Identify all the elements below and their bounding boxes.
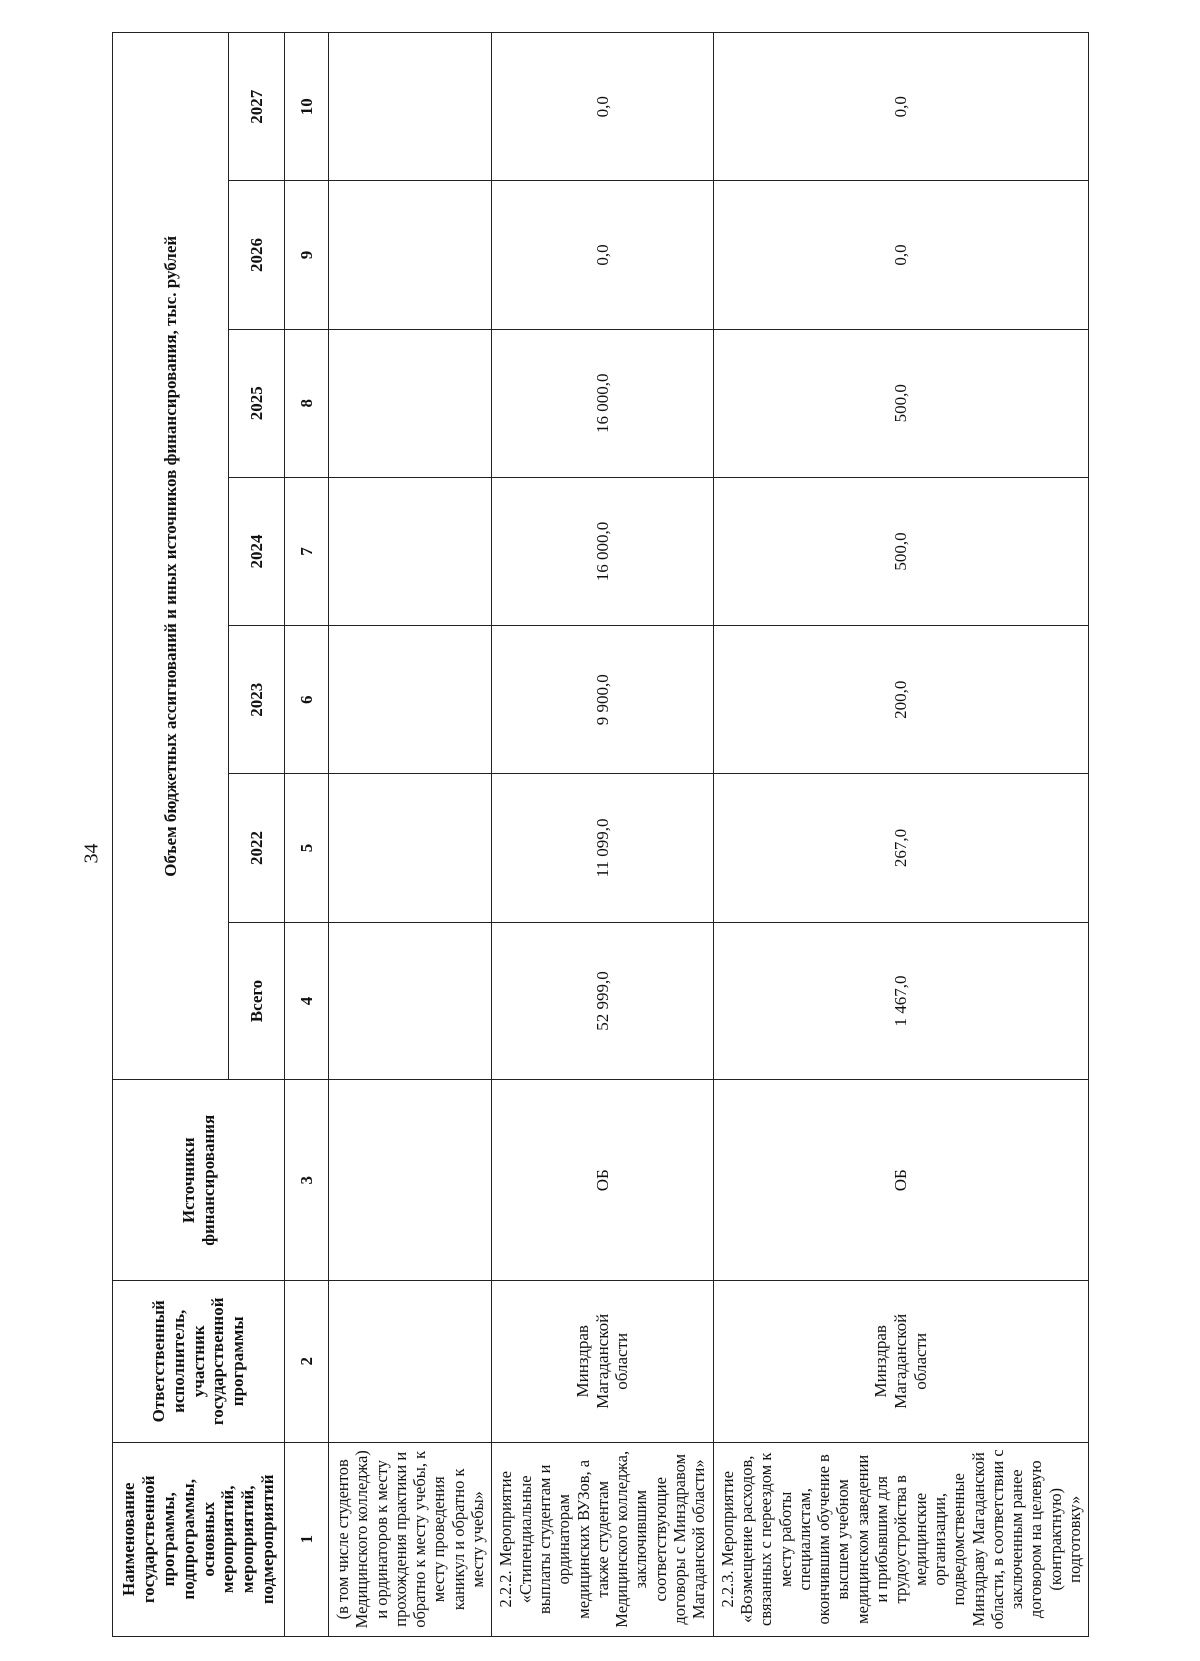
table-row (492, 33, 713, 1637)
header-total: Всего (229, 922, 285, 1080)
row-name: (в том числе студентов Медицинского колледжа) и ординаторов к месту прохождения практики и обратно к месту учебы, к месту проведения каникул и обратно к месту учебы» (329, 1442, 492, 1636)
row-value: 0,0 (492, 33, 713, 181)
budget-table (112, 32, 1089, 1637)
row-value: 16 000,0 (492, 477, 713, 625)
row-value (329, 774, 492, 922)
column-index: 8 (285, 329, 329, 477)
table-row (713, 33, 1089, 1637)
row-value: 0,0 (713, 33, 1089, 181)
table-row (329, 33, 492, 1637)
row-name: 2.2.2. Мероприятие «Стипендиальные выплаты студентам и ординаторам медицинских ВУЗов, а также студентам Медицинского колледжа, заключившим соответствующие договоры с Минздравом Магаданской области» (492, 1442, 713, 1636)
row-value: 52 999,0 (492, 922, 713, 1080)
column-index: 2 (285, 1280, 329, 1442)
row-source: ОБ (492, 1080, 713, 1280)
header-year: 2022 (229, 774, 285, 922)
column-index: 9 (285, 181, 329, 329)
row-value: 1 467,0 (713, 922, 1089, 1080)
row-value (329, 477, 492, 625)
column-index: 1 (285, 1442, 329, 1636)
row-executor: Минздрав Магаданской области (713, 1280, 1089, 1442)
row-value: 267,0 (713, 774, 1089, 922)
row-source: ОБ (713, 1080, 1089, 1280)
row-value: 500,0 (713, 329, 1089, 477)
column-index-row (285, 33, 329, 1637)
page-number: 34 (80, 843, 103, 864)
row-name: 2.2.3. Мероприятие «Возмещение расходов, связанных с переездом к месту работы специалистам, окончившим обучение в высшем учебном медицинском заведении и прибывшим для трудоустройства в медицинские организации, подведомственные Минздраву Магаданской области, в соответствии с заключенным ранее договором на целевую (контрактную) подготовку» (713, 1442, 1089, 1636)
row-value (329, 922, 492, 1080)
row-value: 9 900,0 (492, 626, 713, 774)
header-source: Источники финансирования (113, 1080, 285, 1280)
column-index: 7 (285, 477, 329, 625)
column-index: 10 (285, 33, 329, 181)
row-value (329, 181, 492, 329)
row-value: 0,0 (492, 181, 713, 329)
row-value: 200,0 (713, 626, 1089, 774)
row-value: 500,0 (713, 477, 1089, 625)
header-year: 2023 (229, 626, 285, 774)
row-value: 16 000,0 (492, 329, 713, 477)
header-year: 2024 (229, 477, 285, 625)
row-value: 0,0 (713, 181, 1089, 329)
row-executor: Минздрав Магаданской области (492, 1280, 713, 1442)
header-year: 2027 (229, 33, 285, 181)
header-year: 2025 (229, 329, 285, 477)
header-executor: Ответственный исполнитель, участник государственной программы (113, 1280, 285, 1442)
row-executor (329, 1280, 492, 1442)
column-index: 4 (285, 922, 329, 1080)
row-value (329, 329, 492, 477)
header-funding-group: Объем бюджетных ассигнований и иных источников финансирования, тыс. рублей (113, 33, 229, 1081)
row-source (329, 1080, 492, 1280)
row-value: 11 099,0 (492, 774, 713, 922)
header-name: Наименование государственной программы, подпрограммы, основных мероприятий, мероприятий, подмероприятий (113, 1442, 285, 1636)
column-index: 5 (285, 774, 329, 922)
row-value (329, 626, 492, 774)
column-index: 3 (285, 1080, 329, 1280)
header-year: 2026 (229, 181, 285, 329)
column-index: 6 (285, 626, 329, 774)
row-value (329, 33, 492, 181)
